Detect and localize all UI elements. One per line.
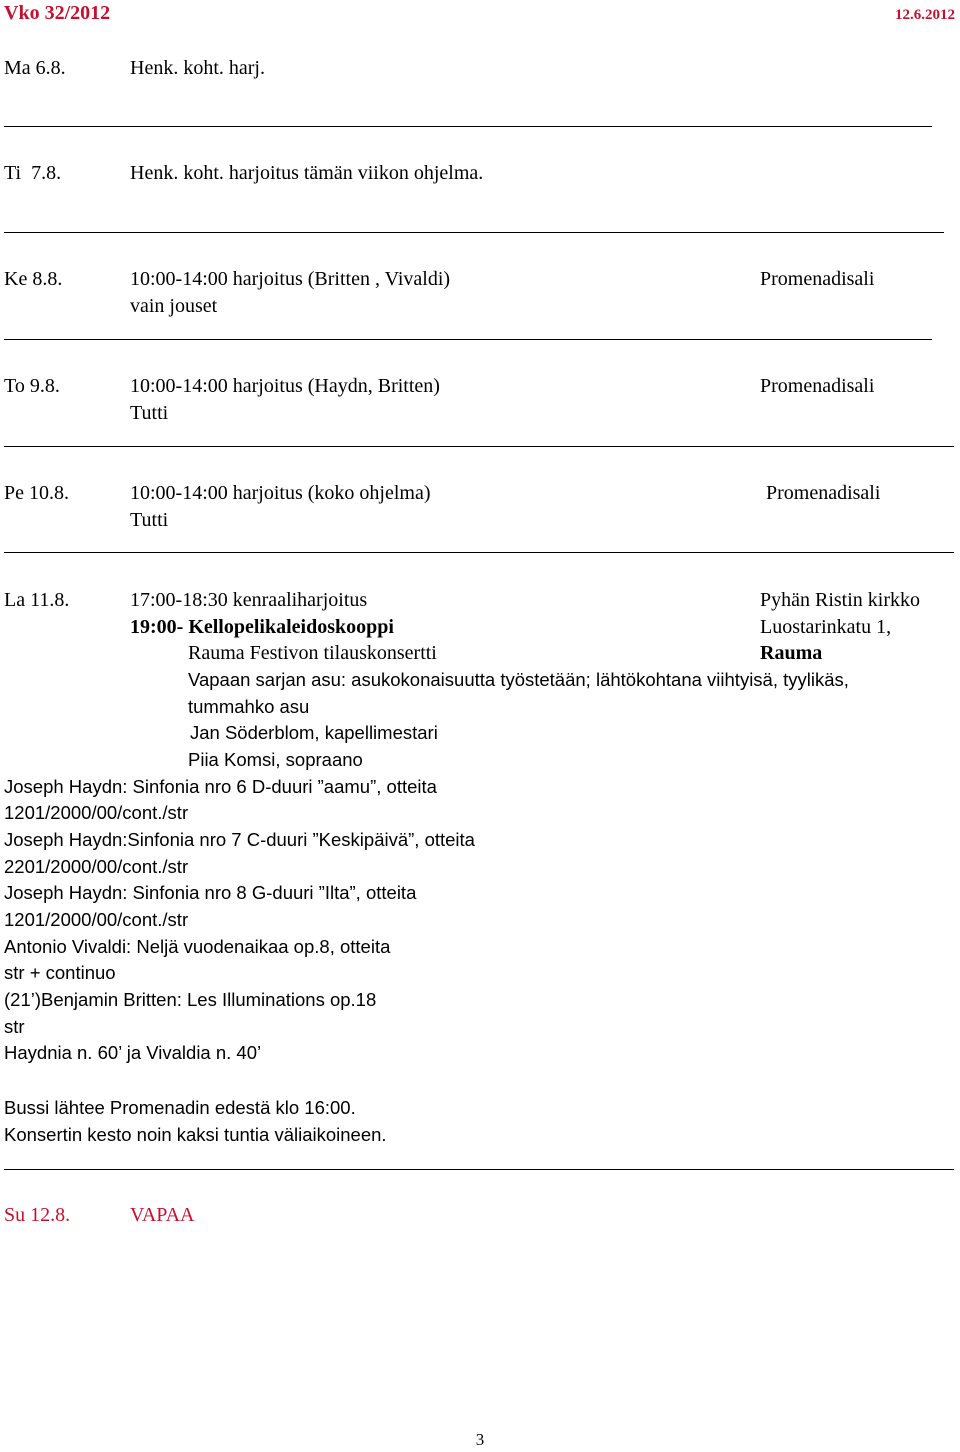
program-line: 1201/2000/00/cont./str xyxy=(4,802,189,823)
dress-code-line: Vapaan sarjan asu: asukokonaisuutta työstetään; lähtökohtana viihtyisä, tyylikäs, xyxy=(188,669,849,690)
wednesday-activity: 10:00-14:00 harjoitus (Britten , Vivaldi) xyxy=(130,268,451,290)
program-line: Joseph Haydn: Sinfonia nro 6 D-duuri ”aamu”, otteita xyxy=(4,776,437,797)
program-line: 2201/2000/00/cont./str xyxy=(4,856,189,877)
bus-info: Bussi lähtee Promenadin edestä klo 16:00. xyxy=(4,1097,356,1118)
program-line: str xyxy=(4,1016,25,1037)
festival-line: Rauma Festivon tilauskonsertti xyxy=(188,642,437,664)
tuesday-activity: Henk. koht. harjoitus tämän viikon ohjelma. xyxy=(130,162,484,184)
day-label-wednesday: Ke 8.8. xyxy=(4,268,63,290)
sunday-status: VAPAA xyxy=(130,1204,195,1226)
monday-activity: Henk. koht. harj. xyxy=(130,57,265,79)
friday-note: Tutti xyxy=(130,509,169,531)
page-number: 3 xyxy=(475,1430,485,1449)
concert-city: Rauma xyxy=(760,642,823,664)
day-label-thursday: To 9.8. xyxy=(4,375,60,397)
program-line: Joseph Haydn:Sinfonia nro 7 C-duuri ”Keskipäivä”, otteita xyxy=(4,829,475,850)
day-label-sunday: Su 12.8. xyxy=(4,1204,71,1226)
saturday-rehearsal-venue: Pyhän Ristin kirkko xyxy=(760,589,921,611)
soloist-line: Piia Komsi, sopraano xyxy=(188,749,363,770)
header-date: 12.6.2012 xyxy=(895,7,955,23)
wednesday-venue: Promenadisali xyxy=(760,268,875,290)
program-line: str + continuo xyxy=(4,962,116,983)
concert-duration: Konsertin kesto noin kaksi tuntia väliaikoineen. xyxy=(4,1124,387,1145)
day-label-tuesday: Ti 7.8. xyxy=(4,162,62,184)
separator-rule xyxy=(4,1169,954,1170)
separator-rule xyxy=(4,446,954,447)
thursday-venue: Promenadisali xyxy=(760,375,875,397)
program-line: Antonio Vivaldi: Neljä vuodenaikaa op.8, otteita xyxy=(4,936,391,957)
separator-rule xyxy=(4,552,954,553)
day-label-friday: Pe 10.8. xyxy=(4,482,69,504)
program-line: 1201/2000/00/cont./str xyxy=(4,909,189,930)
separator-rule xyxy=(4,126,932,127)
program-line: Joseph Haydn: Sinfonia nro 8 G-duuri ”Ilta”, otteita xyxy=(4,882,417,903)
concert-title: 19:00- Kellopelikaleidoskooppi xyxy=(130,616,394,638)
conductor-line: Jan Söderblom, kapellimestari xyxy=(190,722,438,743)
friday-venue: Promenadisali xyxy=(766,482,881,504)
friday-activity: 10:00-14:00 harjoitus (koko ohjelma) xyxy=(130,482,431,504)
program-line: (21’)Benjamin Britten: Les Illuminations op.18 xyxy=(4,989,377,1010)
thursday-activity: 10:00-14:00 harjoitus (Haydn, Britten) xyxy=(130,375,440,397)
saturday-rehearsal: 17:00-18:30 kenraaliharjoitus xyxy=(130,589,368,611)
day-label-saturday: La 11.8. xyxy=(4,589,70,611)
program-line: Haydnia n. 60’ ja Vivaldia n. 40’ xyxy=(4,1042,262,1063)
separator-rule xyxy=(4,339,932,340)
concert-address: Luostarinkatu 1, xyxy=(760,616,892,638)
dress-code-line: tummahko asu xyxy=(188,696,310,717)
separator-rule xyxy=(4,232,944,233)
wednesday-note: vain jouset xyxy=(130,295,218,317)
week-title: Vko 32/2012 xyxy=(4,2,111,24)
day-label-monday: Ma 6.8. xyxy=(4,57,66,79)
thursday-note: Tutti xyxy=(130,402,169,424)
